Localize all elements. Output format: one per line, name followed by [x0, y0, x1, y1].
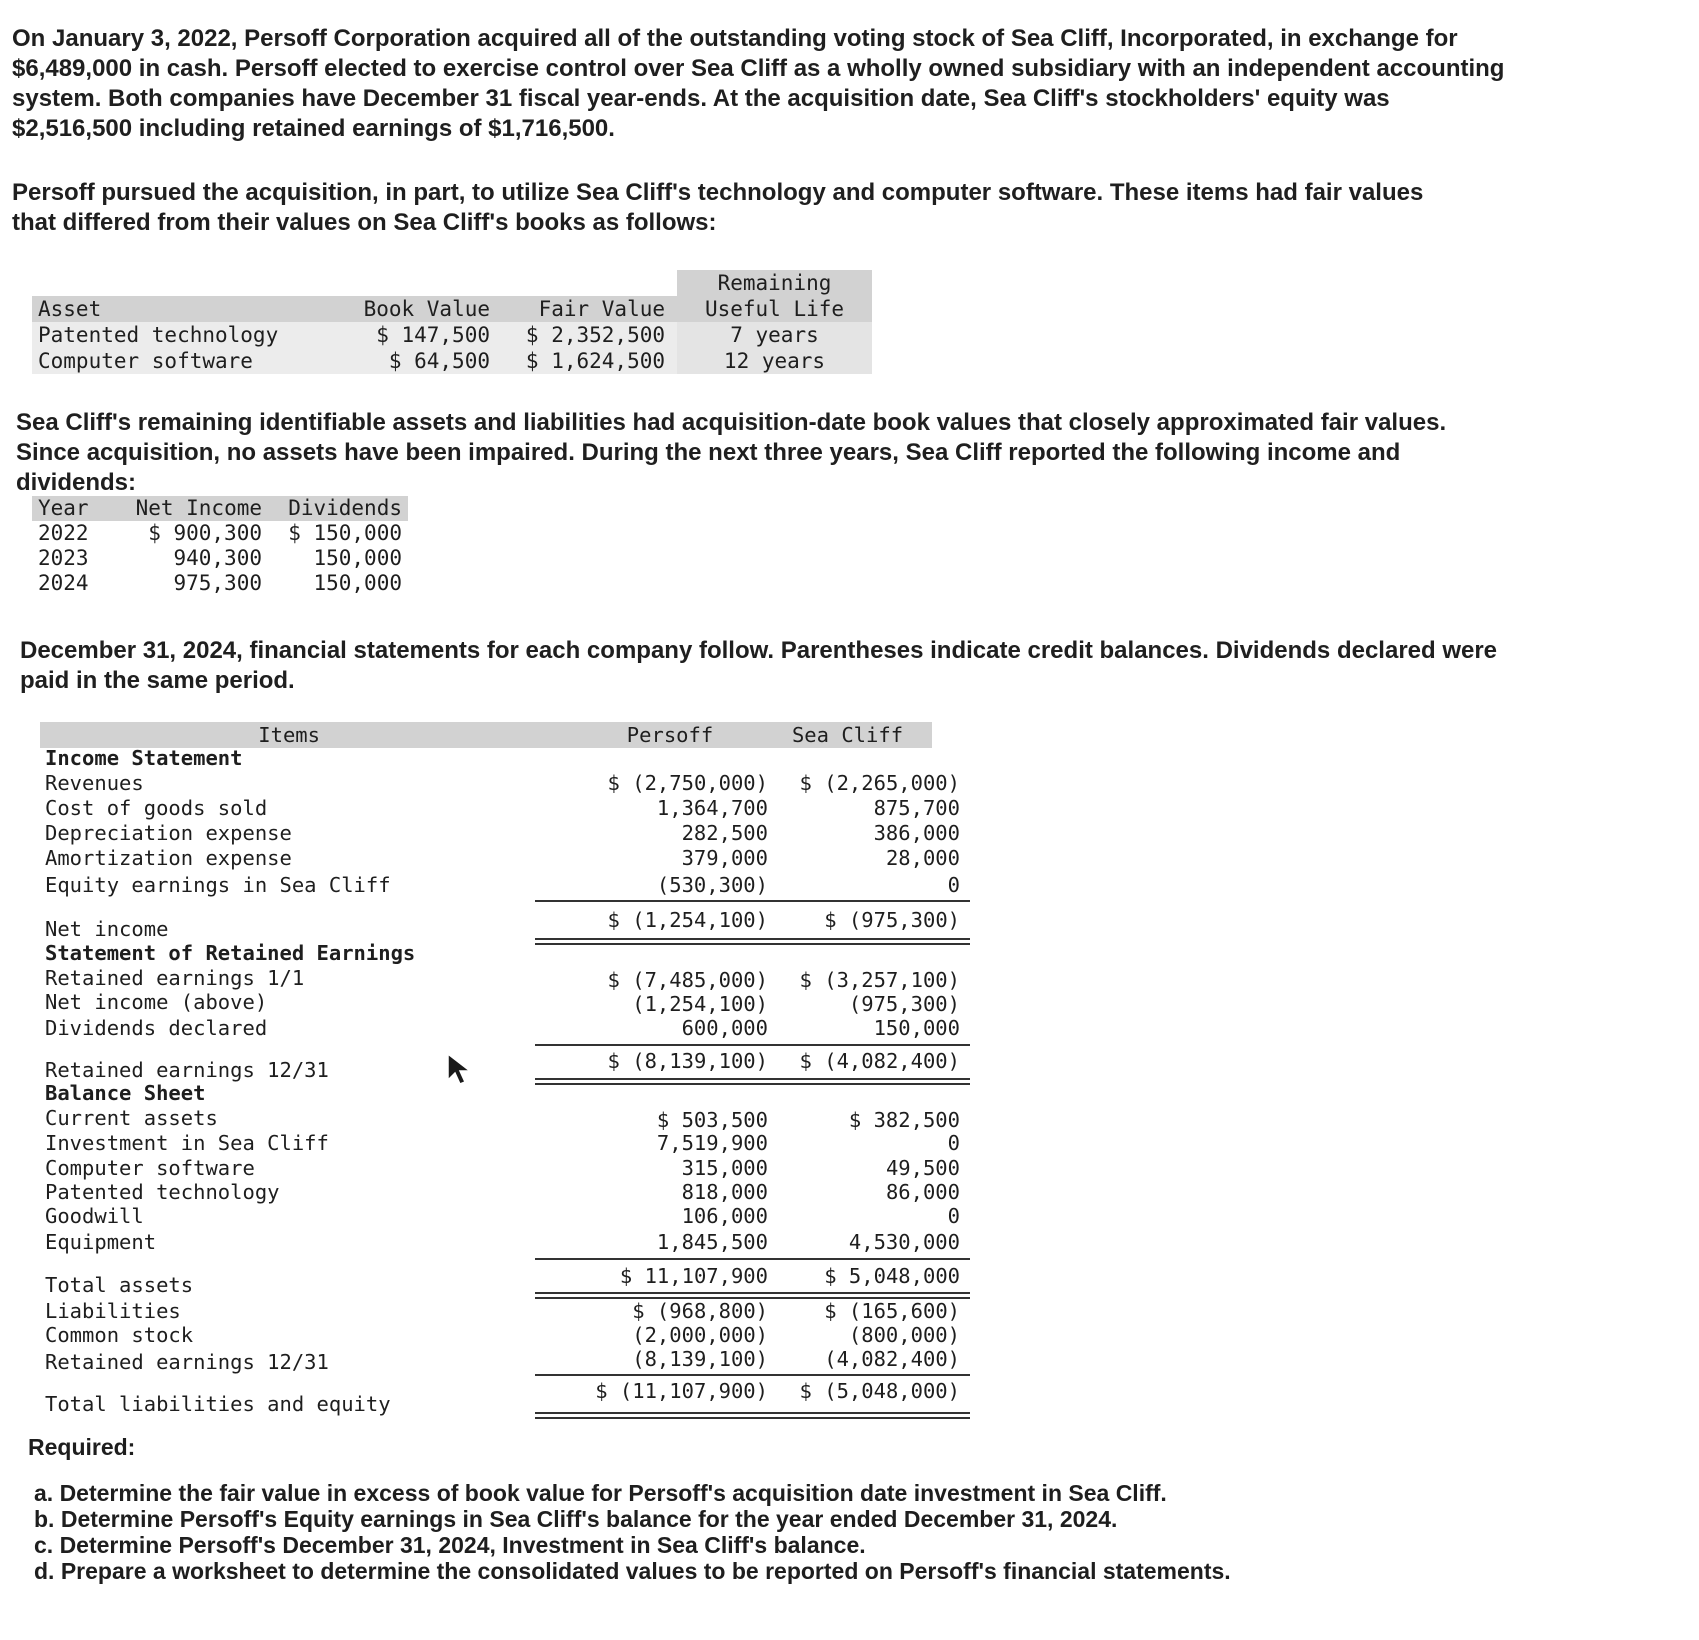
asset-name: Computer software: [32, 348, 352, 374]
row-label-net-income: Net income: [45, 917, 169, 941]
header-items: Items: [258, 723, 320, 747]
seacliff-equipment: 4,530,000: [848, 1230, 960, 1254]
row-label-retained-earnings-1-1: Retained earnings 1/1: [45, 966, 305, 990]
row-label-retained-earnings-bs: Retained earnings 12/31: [45, 1350, 329, 1374]
seacliff-depreciation-expense: 386,000: [873, 821, 960, 845]
row-label-goodwill: Goodwill: [45, 1204, 144, 1228]
persoff-cost-of-goods-sold: 1,364,700: [656, 796, 768, 820]
statements-intro-paragraph: December 31, 2024, financial statements for each company follow. Parentheses indicate credit balances. Dividends declared were paid in the same period.: [20, 637, 1498, 694]
persoff-computer-software: 315,000: [681, 1156, 768, 1180]
seacliff-investment-in-sea-cliff: 0: [947, 1131, 960, 1155]
seacliff-retained-earnings-1-1: $ (3,257,100): [799, 968, 960, 992]
seacliff-retained-earnings-12-31: $ (4,082,400): [799, 1049, 960, 1073]
seacliff-revenues: $ (2,265,000): [799, 771, 960, 795]
persoff-liabilities: $ (968,800): [632, 1299, 768, 1323]
asset-table-header-row-2: [32, 296, 872, 322]
seacliff-computer-software: 49,500: [885, 1156, 960, 1180]
persoff-equity-earnings: (530,300): [656, 873, 768, 897]
row-label-equipment: Equipment: [45, 1230, 157, 1254]
subtotal-rule: [535, 1374, 970, 1376]
table-row: [32, 348, 872, 374]
row-label-computer-software: Computer software: [45, 1156, 255, 1180]
table-row: [32, 322, 872, 348]
subtotal-rule: [535, 1044, 970, 1046]
income-dividends-table: [32, 496, 408, 596]
persoff-depreciation-expense: 282,500: [681, 821, 768, 845]
row-label-amortization-expense: Amortization expense: [45, 846, 292, 870]
dividends: $ 150,000: [288, 521, 402, 545]
total-double-rule: [535, 1292, 970, 1299]
row-label-revenues: Revenues: [45, 771, 144, 795]
seacliff-retained-earnings-bs: (4,082,400): [824, 1347, 960, 1371]
header-remaining: Remaining: [677, 270, 872, 296]
persoff-net-income-above: (1,254,100): [632, 992, 768, 1016]
subtotal-rule: [535, 900, 970, 902]
seacliff-dividends-declared: 150,000: [873, 1016, 960, 1040]
seacliff-net-income-above: (975,300): [848, 992, 960, 1016]
asset-table-header-row-1: [32, 270, 872, 296]
useful-life: 7 years: [677, 322, 872, 348]
persoff-dividends-declared: 600,000: [681, 1016, 768, 1040]
persoff-amortization-expense: 379,000: [681, 846, 768, 870]
header-useful-life: Useful Life: [704, 297, 845, 321]
header-asset: Asset: [38, 297, 102, 321]
persoff-investment-in-sea-cliff: 7,519,900: [656, 1131, 768, 1155]
required-label: Required:: [28, 1434, 136, 1460]
header-fair-value: Fair Value: [538, 297, 665, 321]
table-row: [32, 571, 408, 596]
persoff-retained-earnings-12-31: $ (8,139,100): [607, 1049, 768, 1073]
seacliff-equity-earnings: 0: [947, 873, 960, 897]
seacliff-current-assets: $ 382,500: [848, 1108, 960, 1132]
list-item: a. Determine the fair value in excess of book value for Persoff's acquisition date investment in Sea Cliff.: [34, 1480, 1167, 1506]
row-label-dividends-declared: Dividends declared: [45, 1016, 268, 1040]
persoff-total-liabilities-equity: $ (11,107,900): [595, 1379, 768, 1403]
net-income: 975,300: [173, 571, 262, 595]
financial-statements-header: [40, 722, 932, 748]
seacliff-total-assets: $ 5,048,000: [824, 1264, 960, 1288]
dividends: 150,000: [313, 546, 402, 570]
year: 2022: [38, 521, 89, 545]
book-value: $ 64,500: [352, 348, 502, 374]
seacliff-net-income: $ (975,300): [824, 908, 960, 932]
list-item: c. Determine Persoff's December 31, 2024, Investment in Sea Cliff's balance.: [34, 1532, 866, 1558]
persoff-total-assets: $ 11,107,900: [619, 1264, 768, 1288]
row-label-depreciation-expense: Depreciation expense: [45, 821, 292, 845]
book-value: $ 147,500: [352, 322, 502, 348]
row-label-equity-earnings: Equity earnings in Sea Cliff: [45, 873, 391, 897]
row-label-retained-earnings-12-31: Retained earnings 12/31: [45, 1058, 329, 1082]
year: 2023: [38, 546, 89, 570]
table-row: [32, 521, 408, 546]
acquisition-purpose-paragraph: Persoff pursued the acquisition, in part, to utilize Sea Cliff's technology and computer software. These items had fair values that differed from their values on Sea Cliff's books as follows:: [12, 179, 1424, 236]
subtotal-rule: [535, 1258, 970, 1260]
list-item: b. Determine Persoff's Equity earnings in Sea Cliff's balance for the year ended December 31, 2024.: [34, 1506, 1118, 1532]
total-double-rule: [535, 938, 970, 945]
seacliff-goodwill: 0: [947, 1204, 960, 1228]
header-book-value: Book Value: [363, 297, 490, 321]
total-double-rule: [535, 1078, 970, 1085]
persoff-current-assets: $ 503,500: [656, 1108, 768, 1132]
fair-value: $ 1,624,500: [502, 348, 677, 374]
dividends: 150,000: [313, 571, 402, 595]
net-income: $ 900,300: [148, 521, 262, 545]
persoff-retained-earnings-1-1: $ (7,485,000): [607, 968, 768, 992]
required-list: [34, 1480, 1231, 1584]
header-net-income: Net Income: [135, 496, 262, 520]
seacliff-cost-of-goods-sold: 875,700: [873, 796, 960, 820]
table-row: [32, 546, 408, 571]
header-dividends: Dividends: [288, 496, 402, 520]
persoff-retained-earnings-bs: (8,139,100): [632, 1347, 768, 1371]
row-label-net-income-above: Net income (above): [45, 990, 268, 1014]
income-table-header: [32, 496, 408, 521]
row-label-liabilities: Liabilities: [45, 1299, 181, 1323]
intro-paragraph: On January 3, 2022, Persoff Corporation acquired all of the outstanding voting stock of Sea Cliff, Incorporated, in exchange for $6,489,000 in cash. Persoff elected to exercise control over Sea Cliff as a wholly owned subsidiary with an independent accounting system. Both companies have December 31 fiscal year-ends. At the acquisition date, Sea Cliff's stockholders' equity was $2,516,500 including retained earnings of $1,716,500.: [12, 25, 1505, 142]
row-label-cost-of-goods-sold: Cost of goods sold: [45, 796, 268, 820]
seacliff-liabilities: $ (165,600): [824, 1299, 960, 1323]
header-year: Year: [38, 496, 89, 520]
persoff-equipment: 1,845,500: [656, 1230, 768, 1254]
asset-fair-value-table: [32, 270, 872, 374]
total-double-rule: [535, 1412, 970, 1419]
persoff-revenues: $ (2,750,000): [607, 771, 768, 795]
header-persoff: Persoff: [626, 723, 714, 747]
seacliff-amortization-expense: 28,000: [885, 846, 960, 870]
row-label-total-assets: Total assets: [45, 1273, 194, 1297]
list-item: d. Prepare a worksheet to determine the consolidated values to be reported on Persoff's financial statements.: [34, 1558, 1231, 1584]
seacliff-total-liabilities-equity: $ (5,048,000): [799, 1379, 960, 1403]
seacliff-patented-technology: 86,000: [885, 1180, 960, 1204]
persoff-net-income: $ (1,254,100): [607, 908, 768, 932]
fair-value: $ 2,352,500: [502, 322, 677, 348]
row-label-patented-technology: Patented technology: [45, 1180, 280, 1204]
seacliff-common-stock: (800,000): [848, 1323, 960, 1347]
row-label-common-stock: Common stock: [45, 1323, 194, 1347]
header-sea-cliff: Sea Cliff: [791, 723, 904, 747]
asset-name: Patented technology: [32, 322, 352, 348]
useful-life: 12 years: [677, 348, 872, 374]
section-title-income-statement: Income Statement: [45, 746, 243, 770]
persoff-patented-technology: 818,000: [681, 1180, 768, 1204]
section-title-retained-earnings: Statement of Retained Earnings: [45, 941, 416, 965]
remaining-assets-paragraph: Sea Cliff's remaining identifiable assets and liabilities had acquisition-date book values that closely approximated fair values. Since acquisition, no assets have been impaired. During the next three years, Sea Cliff reported the following income and dividends:: [16, 409, 1447, 496]
row-label-current-assets: Current assets: [45, 1106, 218, 1130]
row-label-total-liabilities-equity: Total liabilities and equity: [45, 1392, 391, 1416]
net-income: 940,300: [173, 546, 262, 570]
row-label-investment-in-sea-cliff: Investment in Sea Cliff: [45, 1131, 329, 1155]
year: 2024: [38, 571, 89, 595]
section-title-balance-sheet: Balance Sheet: [45, 1081, 206, 1105]
persoff-goodwill: 106,000: [681, 1204, 768, 1228]
persoff-common-stock: (2,000,000): [632, 1323, 768, 1347]
mouse-pointer-icon: [446, 1052, 474, 1086]
